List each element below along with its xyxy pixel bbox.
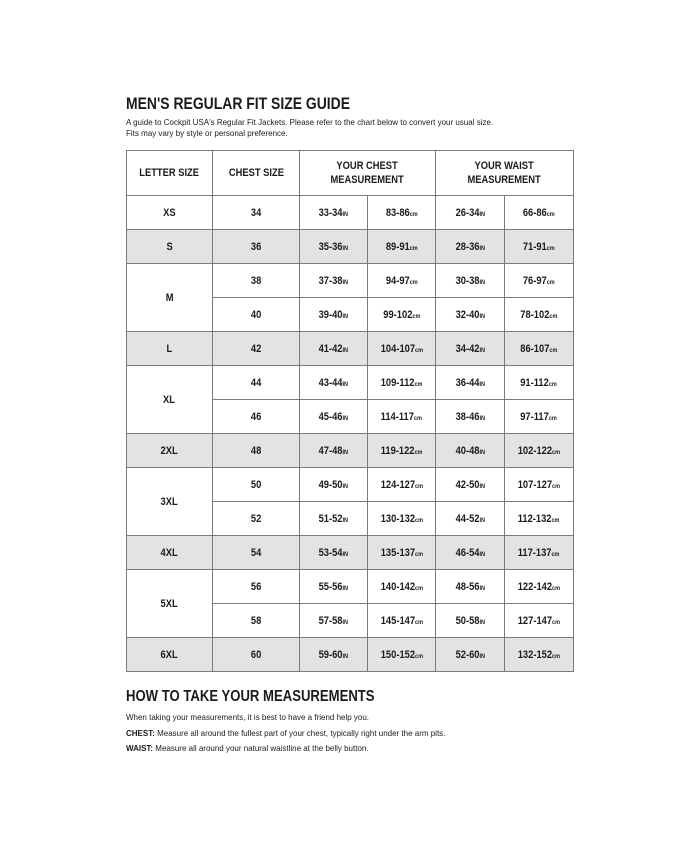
chest-size-cell: 48 <box>213 434 300 468</box>
waist-in-cell: 46-54IN <box>436 536 505 570</box>
unit-label: cm <box>414 516 423 524</box>
table-row <box>127 638 574 672</box>
unit-label: cm <box>414 380 423 388</box>
size-guide-intro <box>126 117 647 139</box>
chest-size-cell: 58 <box>213 604 300 638</box>
unit-label: IN <box>342 448 349 456</box>
waist-instruction <box>126 743 369 754</box>
unit-label: IN <box>479 482 485 490</box>
unit-label: cm <box>414 652 423 660</box>
unit-label: IN <box>342 652 349 660</box>
unit-label: IN <box>479 448 485 456</box>
waist-instruction-text: Measure all around your natural waistline at the belly button. <box>153 743 369 753</box>
letter-size-cell: 6XL <box>127 638 213 672</box>
unit-label: IN <box>342 584 349 592</box>
chest-cm-cell: 89-91cm <box>368 230 436 264</box>
waist-in-cell: 44-52IN <box>436 502 505 536</box>
chest-size-cell: 34 <box>213 196 300 230</box>
table-row <box>127 264 574 298</box>
unit-label: cm <box>414 346 423 354</box>
unit-label: IN <box>479 550 485 558</box>
chest-cm-cell: 150-152cm <box>368 638 436 672</box>
unit-label: cm <box>552 652 561 660</box>
waist-cm-cell: 102-122cm <box>505 434 574 468</box>
unit-label: cm <box>414 618 423 626</box>
unit-label: IN <box>479 618 485 626</box>
chest-cm-cell: 114-117cm <box>368 400 436 434</box>
chest-cm-cell: 119-122cm <box>368 434 436 468</box>
unit-label: IN <box>479 346 485 354</box>
waist-cm-cell: 132-152cm <box>505 638 574 672</box>
unit-label: IN <box>479 244 485 252</box>
waist-in-cell: 36-44IN <box>436 366 505 400</box>
chest-size-cell: 46 <box>213 400 300 434</box>
waist-cm-cell: 122-142cm <box>505 570 574 604</box>
table-row <box>127 536 574 570</box>
unit-label: cm <box>546 210 555 218</box>
waist-cm-cell: 71-91cm <box>505 230 574 264</box>
chest-in-cell: 35-36IN <box>300 230 368 264</box>
waist-cm-cell: 78-102cm <box>505 298 574 332</box>
waist-in-cell: 48-56IN <box>436 570 505 604</box>
chest-size-cell: 40 <box>213 298 300 332</box>
size-guide-title: MEN'S REGULAR FIT SIZE GUIDE <box>126 94 351 113</box>
unit-label: IN <box>479 652 485 660</box>
letter-size-cell: XS <box>127 196 213 230</box>
chest-size-cell: 42 <box>213 332 300 366</box>
waist-in-cell: 30-38IN <box>436 264 505 298</box>
how-to-measure-title: HOW TO TAKE YOUR MEASUREMENTS <box>126 688 375 705</box>
table-header-row <box>127 151 574 196</box>
table-row <box>127 230 574 264</box>
unit-label: IN <box>342 278 349 286</box>
chest-size-cell: 60 <box>213 638 300 672</box>
chest-in-cell: 43-44IN <box>300 366 368 400</box>
unit-label: IN <box>479 414 485 422</box>
waist-in-cell: 26-34IN <box>436 196 505 230</box>
chest-cm-cell: 94-97cm <box>368 264 436 298</box>
letter-size-cell: L <box>127 332 213 366</box>
unit-label: IN <box>342 618 349 626</box>
waist-in-cell: 34-42IN <box>436 332 505 366</box>
unit-label: cm <box>414 482 423 490</box>
waist-cm-cell: 107-127cm <box>505 468 574 502</box>
size-chart-table <box>126 150 574 672</box>
chest-cm-cell: 140-142cm <box>368 570 436 604</box>
unit-label: cm <box>409 210 418 218</box>
unit-label: cm <box>409 278 418 286</box>
chest-cm-cell: 130-132cm <box>368 502 436 536</box>
unit-label: IN <box>342 312 349 320</box>
table-row <box>127 332 574 366</box>
chest-in-cell: 59-60IN <box>300 638 368 672</box>
letter-size-cell: S <box>127 230 213 264</box>
chest-size-cell: 56 <box>213 570 300 604</box>
unit-label: IN <box>342 516 349 524</box>
waist-in-cell: 50-58IN <box>436 604 505 638</box>
table-row <box>127 434 574 468</box>
table-row <box>127 570 574 604</box>
unit-label: IN <box>342 482 349 490</box>
chest-size-cell: 54 <box>213 536 300 570</box>
unit-label: IN <box>479 312 485 320</box>
header-letter-size: LETTER SIZE <box>127 151 213 196</box>
waist-cm-cell: 112-132cm <box>505 502 574 536</box>
chest-cm-cell: 99-102cm <box>368 298 436 332</box>
unit-label: cm <box>549 380 558 388</box>
chest-size-cell: 38 <box>213 264 300 298</box>
unit-label: IN <box>479 516 485 524</box>
waist-cm-cell: 127-147cm <box>505 604 574 638</box>
waist-in-cell: 38-46IN <box>436 400 505 434</box>
waist-cm-cell: 86-107cm <box>505 332 574 366</box>
chest-in-cell: 49-50IN <box>300 468 368 502</box>
chest-cm-cell: 109-112cm <box>368 366 436 400</box>
waist-in-cell: 40-48IN <box>436 434 505 468</box>
intro-line-1: A guide to Cockpit USA's Regular Fit Jackets. Please refer to the chart below to convert your usual size. <box>126 117 494 127</box>
waist-in-cell: 32-40IN <box>436 298 505 332</box>
unit-label: IN <box>342 414 349 422</box>
unit-label: IN <box>342 244 349 252</box>
chest-in-cell: 55-56IN <box>300 570 368 604</box>
waist-in-cell: 52-60IN <box>436 638 505 672</box>
chest-in-cell: 41-42IN <box>300 332 368 366</box>
unit-label: cm <box>414 414 423 422</box>
letter-size-cell: 4XL <box>127 536 213 570</box>
unit-label: IN <box>479 278 485 286</box>
chest-cm-cell: 83-86cm <box>368 196 436 230</box>
chest-in-cell: 45-46IN <box>300 400 368 434</box>
chest-size-cell: 44 <box>213 366 300 400</box>
header-chest-size: CHEST SIZE <box>213 151 300 196</box>
letter-size-cell: 2XL <box>127 434 213 468</box>
how-to-intro-line: When taking your measurements, it is best to have a friend help you. <box>126 712 370 722</box>
waist-in-cell: 42-50IN <box>436 468 505 502</box>
table-row <box>127 468 574 502</box>
chest-size-cell: 52 <box>213 502 300 536</box>
letter-size-cell: 3XL <box>127 468 213 536</box>
unit-label: cm <box>551 550 560 558</box>
waist-cm-cell: 66-86cm <box>505 196 574 230</box>
unit-label: IN <box>342 210 349 218</box>
chest-instruction-label: CHEST: <box>126 728 155 738</box>
unit-label: IN <box>479 584 485 592</box>
unit-label: IN <box>479 210 485 218</box>
waist-cm-cell: 117-137cm <box>505 536 574 570</box>
chest-instruction <box>126 728 445 739</box>
chest-cm-cell: 104-107cm <box>368 332 436 366</box>
unit-label: cm <box>409 244 418 252</box>
unit-label: IN <box>479 380 485 388</box>
waist-instruction-label: WAIST: <box>126 743 154 753</box>
unit-label: cm <box>549 414 558 422</box>
chest-in-cell: 57-58IN <box>300 604 368 638</box>
header-chest-measurement: YOUR CHEST MEASUREMENT <box>300 151 436 196</box>
chest-in-cell: 37-38IN <box>300 264 368 298</box>
unit-label: cm <box>414 448 423 456</box>
unit-label: cm <box>552 482 561 490</box>
waist-cm-cell: 97-117cm <box>505 400 574 434</box>
chest-in-cell: 51-52IN <box>300 502 368 536</box>
unit-label: cm <box>412 312 421 320</box>
chest-in-cell: 53-54IN <box>300 536 368 570</box>
unit-label: cm <box>546 244 555 252</box>
unit-label: IN <box>342 346 349 354</box>
chest-cm-cell: 124-127cm <box>368 468 436 502</box>
letter-size-cell: XL <box>127 366 213 434</box>
unit-label: cm <box>414 550 423 558</box>
chest-instruction-text: Measure all around the fullest part of your chest, typically right under the arm pits. <box>154 728 446 738</box>
intro-line-2: Fits may vary by style or personal preference. <box>126 128 288 138</box>
waist-cm-cell: 76-97cm <box>505 264 574 298</box>
unit-label: cm <box>549 312 558 320</box>
unit-label: cm <box>552 448 561 456</box>
unit-label: cm <box>549 346 558 354</box>
letter-size-cell: 5XL <box>127 570 213 638</box>
letter-size-cell: M <box>127 264 213 332</box>
unit-label: IN <box>342 380 349 388</box>
chest-cm-cell: 135-137cm <box>368 536 436 570</box>
waist-cm-cell: 91-112cm <box>505 366 574 400</box>
chest-in-cell: 39-40IN <box>300 298 368 332</box>
unit-label: cm <box>546 278 555 286</box>
unit-label: cm <box>552 618 561 626</box>
chest-in-cell: 47-48IN <box>300 434 368 468</box>
chest-size-cell: 50 <box>213 468 300 502</box>
header-waist-measurement: YOUR WAIST MEASUREMENT <box>436 151 574 196</box>
chest-in-cell: 33-34IN <box>300 196 368 230</box>
unit-label: IN <box>342 550 349 558</box>
table-row <box>127 366 574 400</box>
waist-in-cell: 28-36IN <box>436 230 505 264</box>
size-table-body <box>127 196 574 672</box>
chest-cm-cell: 145-147cm <box>368 604 436 638</box>
unit-label: cm <box>552 584 561 592</box>
unit-label: cm <box>414 584 423 592</box>
table-row <box>127 196 574 230</box>
unit-label: cm <box>551 516 560 524</box>
chest-size-cell: 36 <box>213 230 300 264</box>
